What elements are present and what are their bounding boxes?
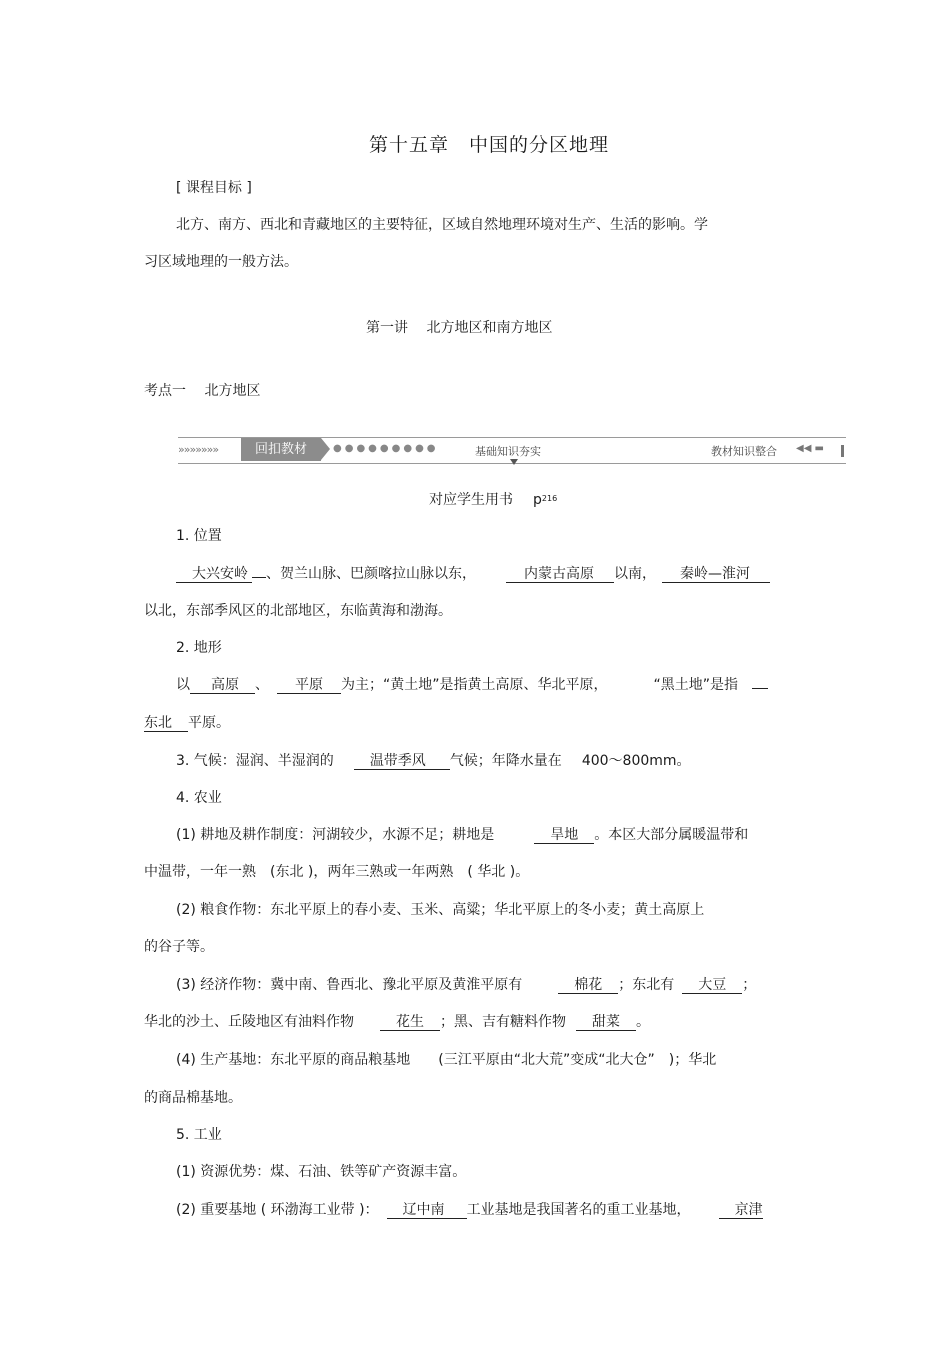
- answer-gaoyuan: 高原: [190, 677, 255, 694]
- banner-left-arrows-icon: »»»»»»»: [178, 443, 219, 456]
- section-4-p4-line1: (4) 生产基地：东北平原的商品粮基地 (三江平原由“北大荒”变成“北大仓” )；华北: [176, 1052, 717, 1068]
- section-3-text3: 。: [676, 753, 691, 769]
- answer-neimenggu-plateau: 内蒙古高原: [506, 566, 614, 583]
- answer-daxinganling: 大兴安岭: [176, 566, 252, 583]
- section-3-text0: 3. 气候：湿润、半湿润的: [176, 753, 334, 769]
- section-1-line1: [176, 563, 770, 583]
- banner-dots-icon: ●●●●●●●●●: [333, 443, 439, 454]
- answer-liaozhongnan: 辽中南: [387, 1202, 467, 1219]
- section-5-heading: 5. 工业: [176, 1127, 222, 1143]
- section-1-line2: 以北，东部季风区的北部地区，东临黄海和渤海。: [144, 603, 452, 619]
- chapter-title: 第十五章 中国的分区地理: [369, 134, 610, 156]
- course-goal-text-line1: 北方、南方、西北和青藏地区的主要特征，区域自然地理环境对生产、生活的影响。学: [176, 217, 708, 233]
- banner-marker-icon: [510, 459, 518, 465]
- blank-lead: [752, 688, 768, 689]
- section-banner: [178, 437, 846, 465]
- section-4-p3-text4: ；黑、吉有糖料作物: [440, 1014, 566, 1030]
- section-5-p1: (1) 资源优势：煤、石油、铁等矿产资源丰富。: [176, 1164, 467, 1180]
- course-goal-label: [ 课程目标 ]: [176, 180, 252, 196]
- answer-handi: 旱地: [534, 827, 594, 844]
- section-4-p3-text3: 华北的沙土、丘陵地区有油料作物: [144, 1014, 354, 1030]
- banner-right-label: 教材知识整合: [711, 445, 777, 458]
- section-4-p2-line2: 的谷子等。: [144, 939, 214, 955]
- section-4-p1-text0: (1) 耕地及耕作制度：河湖较少，水源不足；耕地是: [176, 827, 495, 843]
- section-4-p3-line2: [144, 1011, 650, 1031]
- answer-dongbei: 东北: [144, 715, 188, 732]
- answer-wendai-jifeng: 温带季风: [354, 753, 450, 770]
- point-title: 考点一 北方地区: [144, 383, 261, 399]
- answer-tiancai: 甜菜: [576, 1014, 636, 1031]
- section-2-text4: 平原。: [188, 715, 230, 731]
- banner-right-arrows-icon: ◀◀ ▬: [796, 443, 825, 454]
- section-4-p3-text5: 。: [636, 1014, 650, 1030]
- section-2-text0: 以: [176, 677, 190, 693]
- answer-qinling-huaihe: 秦岭—淮河: [662, 566, 770, 583]
- section-3-line: [176, 750, 691, 770]
- section-4-p1-text1: 。本区大部分属暖温带和: [594, 827, 749, 843]
- section-3-text1: 气候；年降水量在: [449, 753, 562, 769]
- section-2-text2: 为主；“黄土地”是指黄土高原、华北平原，: [341, 677, 608, 693]
- answer-dadou: 大豆: [682, 977, 742, 994]
- answer-jingjin: 京津: [719, 1202, 763, 1219]
- section-2-text1: 、: [255, 677, 269, 693]
- section-3-rainfall: 400～800mm: [581, 753, 677, 769]
- banner-center-label: 基础知识夯实: [475, 445, 541, 458]
- lecture-title: 第一讲 北方地区和南方地区: [366, 320, 553, 336]
- section-4-p4-line2: 的商品棉基地。: [144, 1090, 242, 1106]
- section-4-p3-text2: ；: [742, 977, 757, 993]
- section-4-p3-line1: [176, 974, 756, 994]
- reference-text: 对应学生用书: [429, 492, 513, 508]
- section-4-heading: 4. 农业: [176, 790, 222, 806]
- section-4-p3-text1: ；东北有: [618, 977, 675, 993]
- section-2-text3: “黑土地”是指: [653, 677, 739, 693]
- section-1-text1: 、贺兰山脉、巴颜喀拉山脉以东，: [266, 566, 476, 582]
- reference-line: [429, 489, 557, 509]
- section-5-p2-text0: (2) 重要基地 ( 环渤海工业带 )：: [176, 1202, 379, 1218]
- section-4-p1-line1: [176, 824, 748, 844]
- section-5-p2-text1: 工业基地是我国著名的重工业基地，: [466, 1202, 691, 1218]
- banner-end-bar: [841, 445, 844, 457]
- section-2-line1: [176, 674, 768, 694]
- section-4-p2-line1: (2) 粮食作物：东北平原上的春小麦、玉米、高粱；华北平原上的冬小麦；黄土高原上: [176, 902, 705, 918]
- section-2-line2: [144, 712, 230, 732]
- answer-mianhua: 棉花: [558, 977, 618, 994]
- section-5-p2-line: [176, 1199, 763, 1219]
- blank-tail: [252, 577, 266, 578]
- banner-tag: 回扣教材: [241, 438, 321, 461]
- course-goal-text-line2: 习区域地理的一般方法。: [144, 254, 298, 270]
- answer-huasheng: 花生: [380, 1014, 440, 1031]
- section-2-heading: 2. 地形: [176, 640, 222, 656]
- banner-tag-tip: [321, 438, 330, 460]
- section-4-p3-text0: (3) 经济作物：冀中南、鲁西北、豫北平原及黄淮平原有: [176, 977, 523, 993]
- section-1-text2: 以南，: [614, 566, 656, 582]
- reference-p: p: [533, 492, 542, 508]
- answer-pingyuan: 平原: [277, 677, 341, 694]
- section-4-p1-line2: 中温带，一年一熟 (东北 )，两年三熟或一年两熟 ( 华北 )。: [144, 864, 530, 880]
- reference-page: 216: [541, 494, 558, 503]
- section-1-heading: 1. 位置: [176, 528, 222, 544]
